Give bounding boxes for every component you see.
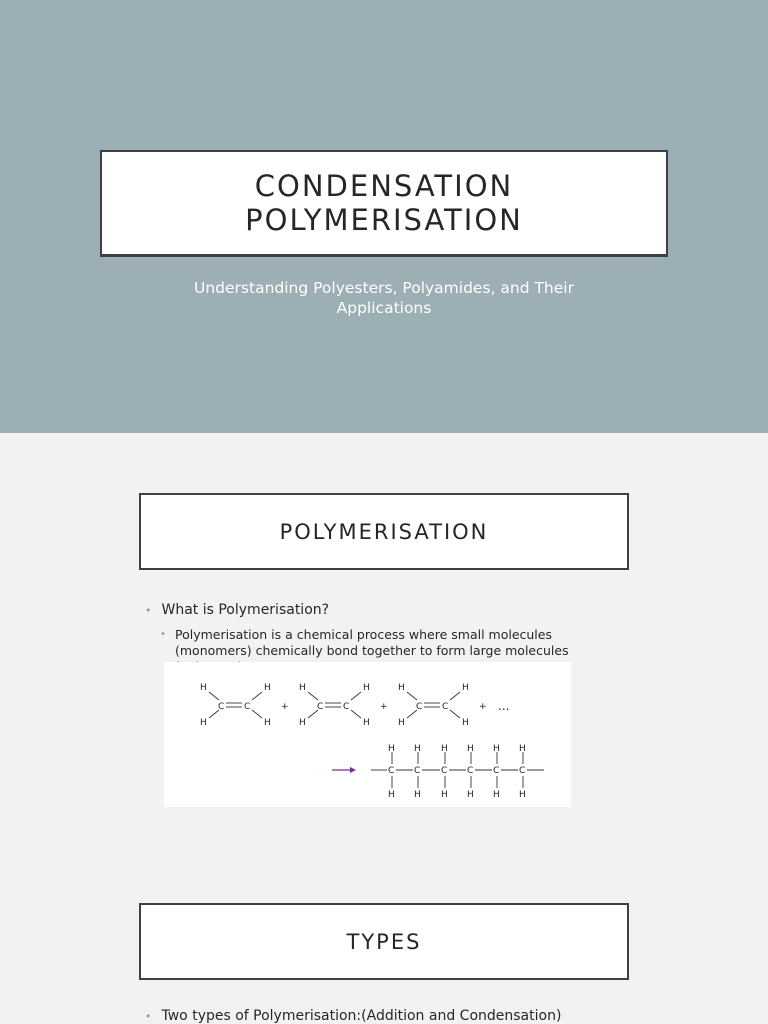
atom-label: C bbox=[467, 766, 474, 776]
atom-label: H bbox=[363, 718, 370, 728]
bullet-two-types bbox=[145, 1008, 561, 1024]
reaction-arrow-icon bbox=[332, 767, 356, 773]
atom-label: H bbox=[299, 683, 306, 693]
polymerisation-diagram bbox=[164, 662, 571, 807]
bullet-what-is-polymerisation bbox=[145, 602, 329, 618]
plus-sign: + bbox=[380, 702, 388, 712]
title-line-2: POLYMERISATION bbox=[245, 203, 523, 237]
atom-label: H bbox=[493, 790, 500, 800]
ethene-polymer-diagram bbox=[164, 662, 571, 807]
atom-label: H bbox=[441, 790, 448, 800]
bullet-text: Two types of Polymerisation:(Addition and Condensation) bbox=[161, 1008, 562, 1024]
types-heading-box bbox=[139, 903, 629, 980]
atom-label: H bbox=[493, 744, 500, 754]
atom-label: H bbox=[414, 790, 421, 800]
atom-label: C bbox=[416, 702, 423, 712]
bullet-dot-icon: • bbox=[160, 629, 166, 640]
polymerisation-heading-box bbox=[139, 493, 629, 570]
atom-label: H bbox=[519, 744, 526, 754]
atom-label: H bbox=[200, 718, 207, 728]
subtitle-line-2: Applications bbox=[336, 299, 432, 317]
bullet-dot-icon: • bbox=[145, 604, 152, 617]
atom-label: H bbox=[388, 744, 395, 754]
atom-label: H bbox=[264, 683, 271, 693]
bullet-dot-icon: • bbox=[145, 1010, 152, 1023]
title-box bbox=[100, 150, 668, 257]
sub-bullet-definition bbox=[160, 627, 600, 663]
atom-label: H bbox=[441, 744, 448, 754]
atom-label: C bbox=[244, 702, 251, 712]
types-heading: TYPES bbox=[346, 929, 422, 954]
atom-label: H bbox=[519, 790, 526, 800]
subtitle-line-1: Understanding Polyesters, Polyamides, and Their bbox=[194, 279, 574, 297]
bullet-text: What is Polymerisation? bbox=[161, 602, 330, 618]
atom-label: H bbox=[388, 790, 395, 800]
title-line-1: CONDENSATION bbox=[254, 169, 514, 203]
title-slide bbox=[0, 0, 768, 433]
atom-label: H bbox=[414, 744, 421, 754]
atom-label: C bbox=[519, 766, 526, 776]
atom-label: C bbox=[317, 702, 324, 712]
atom-label: H bbox=[398, 683, 405, 693]
atom-label: C bbox=[442, 702, 449, 712]
atom-label: H bbox=[462, 683, 469, 693]
atom-label: H bbox=[462, 718, 469, 728]
sub-bullet-line-1: Polymerisation is a chemical process where small molecules bbox=[175, 627, 552, 642]
polymerisation-heading: POLYMERISATION bbox=[279, 519, 489, 544]
atom-label: C bbox=[388, 766, 395, 776]
ellipsis: ... bbox=[498, 699, 510, 713]
sub-bullet-line-2: (monomers) chemically bond together to form large molecules bbox=[175, 643, 569, 658]
atom-label: H bbox=[200, 683, 207, 693]
atom-label: C bbox=[218, 702, 225, 712]
atom-label: H bbox=[299, 718, 306, 728]
atom-label: C bbox=[414, 766, 421, 776]
plus-sign: + bbox=[479, 702, 487, 712]
atom-label: H bbox=[264, 718, 271, 728]
subtitle bbox=[150, 278, 618, 318]
atom-label: C bbox=[493, 766, 500, 776]
atom-label: H bbox=[467, 790, 474, 800]
plus-sign: + bbox=[281, 702, 289, 712]
atom-label: C bbox=[441, 766, 448, 776]
atom-label: H bbox=[467, 744, 474, 754]
atom-label: H bbox=[398, 718, 405, 728]
atom-label: H bbox=[363, 683, 370, 693]
atom-label: C bbox=[343, 702, 350, 712]
